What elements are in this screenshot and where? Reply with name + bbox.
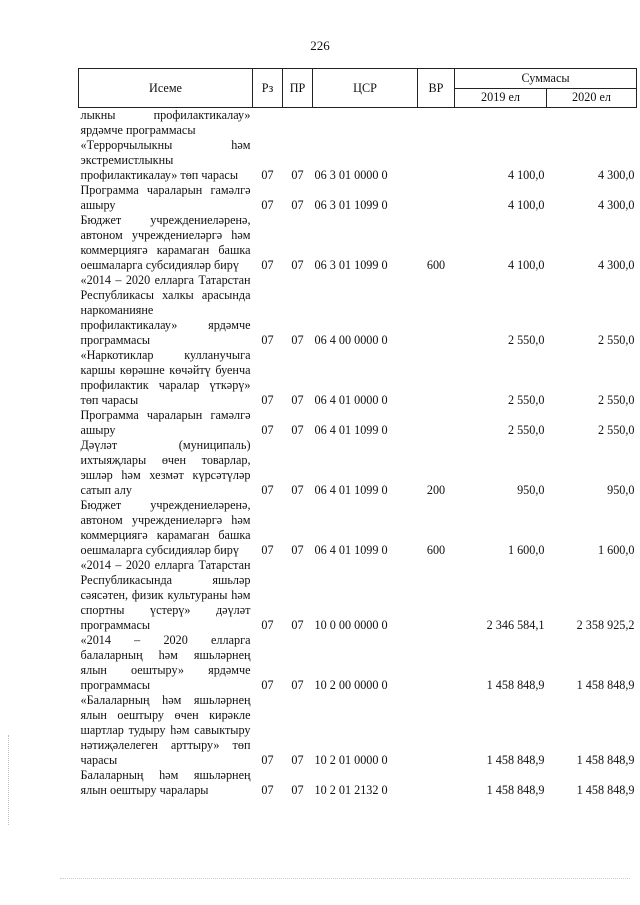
row-sum-2019	[455, 108, 547, 139]
row-name: лыкны профилактикалау» ярдәмче программасы	[80, 108, 251, 137]
row-sum-2020: 1 600,0	[597, 543, 635, 557]
table-row	[79, 408, 637, 438]
row-csr: 10 2 00 0000 0	[314, 678, 388, 692]
row-name: Программа чараларын гамәлгә ашыру	[80, 183, 251, 212]
row-sum-2020: 2 550,0	[597, 333, 635, 347]
row-csr	[313, 108, 418, 139]
header-rz: Рз	[253, 69, 283, 108]
row-sum-2020: 1 458 848,9	[576, 753, 635, 767]
row-vr	[418, 108, 455, 139]
table-row	[79, 693, 637, 768]
table-row	[79, 498, 637, 558]
row-sum-2019: 2 550,0	[507, 333, 545, 347]
row-sum-2020: 1 458 848,9	[576, 678, 635, 692]
row-vr	[418, 633, 455, 693]
table-row	[79, 108, 637, 139]
row-pr: 07	[291, 423, 304, 437]
row-pr: 07	[291, 258, 304, 272]
row-sum-2019: 4 100,0	[507, 198, 545, 212]
table-row	[79, 633, 637, 693]
row-csr: 06 3 01 0000 0	[314, 168, 388, 182]
row-sum-2020: 2 550,0	[597, 423, 635, 437]
row-csr: 10 2 01 0000 0	[314, 753, 388, 767]
header-csr: ЦСР	[313, 69, 418, 108]
row-rz: 07	[261, 678, 274, 692]
row-name: «Террорчылыкны һәм экстремистлыкны профилактикалау» төп чарасы	[80, 138, 251, 182]
row-sum-2019: 950,0	[517, 483, 545, 497]
table-row	[79, 138, 637, 183]
bottom-dots	[60, 878, 630, 881]
row-sum-2019: 1 458 848,9	[486, 753, 545, 767]
row-sum-2019: 2 346 584,1	[486, 618, 545, 632]
row-csr: 06 4 01 1099 0	[314, 423, 388, 437]
row-sum-2020	[547, 108, 637, 139]
row-name: Балаларның һәм яшьләрнең ялын оештыру чаралары	[80, 768, 251, 797]
header-vr: ВР	[418, 69, 455, 108]
margin-dots	[8, 735, 11, 825]
row-sum-2019: 1 458 848,9	[486, 783, 545, 797]
row-name: «2014 – 2020 елларга Татарстан Республикасы халкы арасында наркоманияне профилактикалау» ярдәмче программасы	[80, 273, 251, 347]
table-row	[79, 273, 637, 348]
row-sum-2020: 2 550,0	[597, 393, 635, 407]
table-body	[79, 108, 637, 799]
row-pr: 07	[291, 678, 304, 692]
row-vr	[418, 408, 455, 438]
budget-table	[78, 68, 637, 798]
row-sum-2019: 1 600,0	[507, 543, 545, 557]
row-vr	[418, 348, 455, 408]
row-vr: 600	[426, 543, 446, 557]
row-rz: 07	[261, 753, 274, 767]
row-rz: 07	[261, 483, 274, 497]
row-csr: 10 0 00 0000 0	[314, 618, 388, 632]
row-pr: 07	[291, 543, 304, 557]
header-year-2020: 2020 ел	[547, 88, 637, 108]
row-name: «2014 – 2020 елларга Татарстан Республикасында яшьләр сәясәтен, физик культураны һәм спортны үстерү» дәүләт программасы	[80, 558, 251, 632]
header-name: Исеме	[79, 69, 253, 108]
row-rz: 07	[261, 783, 274, 797]
row-name: «Балаларның һәм яшьләрнең ялын оештыру өчен кирәкле шартлар тудыру һәм савыктыру нәтиҗәлелеген арттыру» төп чарасы	[80, 693, 251, 767]
table-row	[79, 213, 637, 273]
row-vr	[418, 138, 455, 183]
row-csr: 10 2 01 2132 0	[314, 783, 388, 797]
row-sum-2019: 2 550,0	[507, 393, 545, 407]
row-sum-2019: 4 100,0	[507, 258, 545, 272]
row-name: «Наркотиклар кулланучыга каршы көрәшне көчәйтү буенча профилактик чаралар үткәрү» төп чарасы	[80, 348, 251, 407]
row-sum-2019: 2 550,0	[507, 423, 545, 437]
row-vr	[418, 768, 455, 798]
row-name: «2014 – 2020 елларга балаларның һәм яшьләрнең ялын оештыру» ярдәмче программасы	[80, 633, 251, 692]
row-sum-2020: 950,0	[607, 483, 635, 497]
row-sum-2019: 1 458 848,9	[486, 678, 545, 692]
row-pr	[283, 108, 313, 139]
row-vr	[418, 273, 455, 348]
page-number: 226	[310, 38, 330, 53]
table-row	[79, 348, 637, 408]
row-sum-2020: 4 300,0	[597, 258, 635, 272]
row-rz: 07	[261, 168, 274, 182]
row-sum-2020: 2 358 925,2	[576, 618, 635, 632]
row-vr	[418, 183, 455, 213]
row-name: Программа чараларын гамәлгә ашыру	[80, 408, 251, 437]
row-rz: 07	[261, 333, 274, 347]
row-rz: 07	[261, 543, 274, 557]
row-csr: 06 4 01 1099 0	[314, 543, 388, 557]
table-row	[79, 438, 637, 498]
row-rz	[253, 108, 283, 139]
row-csr: 06 4 01 1099 0	[314, 483, 388, 497]
header-year-2019: 2019 ел	[455, 88, 547, 108]
row-pr: 07	[291, 333, 304, 347]
row-pr: 07	[291, 783, 304, 797]
row-sum-2019: 4 100,0	[507, 168, 545, 182]
table-row	[79, 558, 637, 633]
row-vr: 200	[426, 483, 446, 497]
row-sum-2020: 4 300,0	[597, 198, 635, 212]
row-csr: 06 4 01 0000 0	[314, 393, 388, 407]
row-name: Бюджет учреждениеләренә, автоном учреждениеләргә һәм коммерциягә карамаган башка оешмаларга субсидияләр бирү	[80, 498, 251, 557]
row-pr: 07	[291, 483, 304, 497]
header-sums: Суммасы	[455, 69, 637, 89]
header-pr: ПР	[283, 69, 313, 108]
table-row	[79, 768, 637, 798]
row-vr	[418, 693, 455, 768]
table-row	[79, 183, 637, 213]
row-pr: 07	[291, 393, 304, 407]
row-name: Дәүләт (муниципаль) ихтыяҗлары өчен товарлар, эшләр һәм хезмәт күрсәтүләр сатып алу	[80, 438, 251, 497]
row-rz: 07	[261, 393, 274, 407]
row-csr: 06 4 00 0000 0	[314, 333, 388, 347]
row-rz: 07	[261, 618, 274, 632]
row-pr: 07	[291, 618, 304, 632]
row-csr: 06 3 01 1099 0	[314, 198, 388, 212]
row-name: Бюджет учреждениеләренә, автоном учреждениеләргә һәм коммерциягә карамаган башка оешмаларга субсидияләр бирү	[80, 213, 251, 272]
row-vr	[418, 558, 455, 633]
row-vr: 600	[426, 258, 446, 272]
row-sum-2020: 1 458 848,9	[576, 783, 635, 797]
row-rz: 07	[261, 258, 274, 272]
row-pr: 07	[291, 168, 304, 182]
row-rz: 07	[261, 198, 274, 212]
row-sum-2020: 4 300,0	[597, 168, 635, 182]
row-csr: 06 3 01 1099 0	[314, 258, 388, 272]
row-rz: 07	[261, 423, 274, 437]
row-pr: 07	[291, 198, 304, 212]
row-pr: 07	[291, 753, 304, 767]
